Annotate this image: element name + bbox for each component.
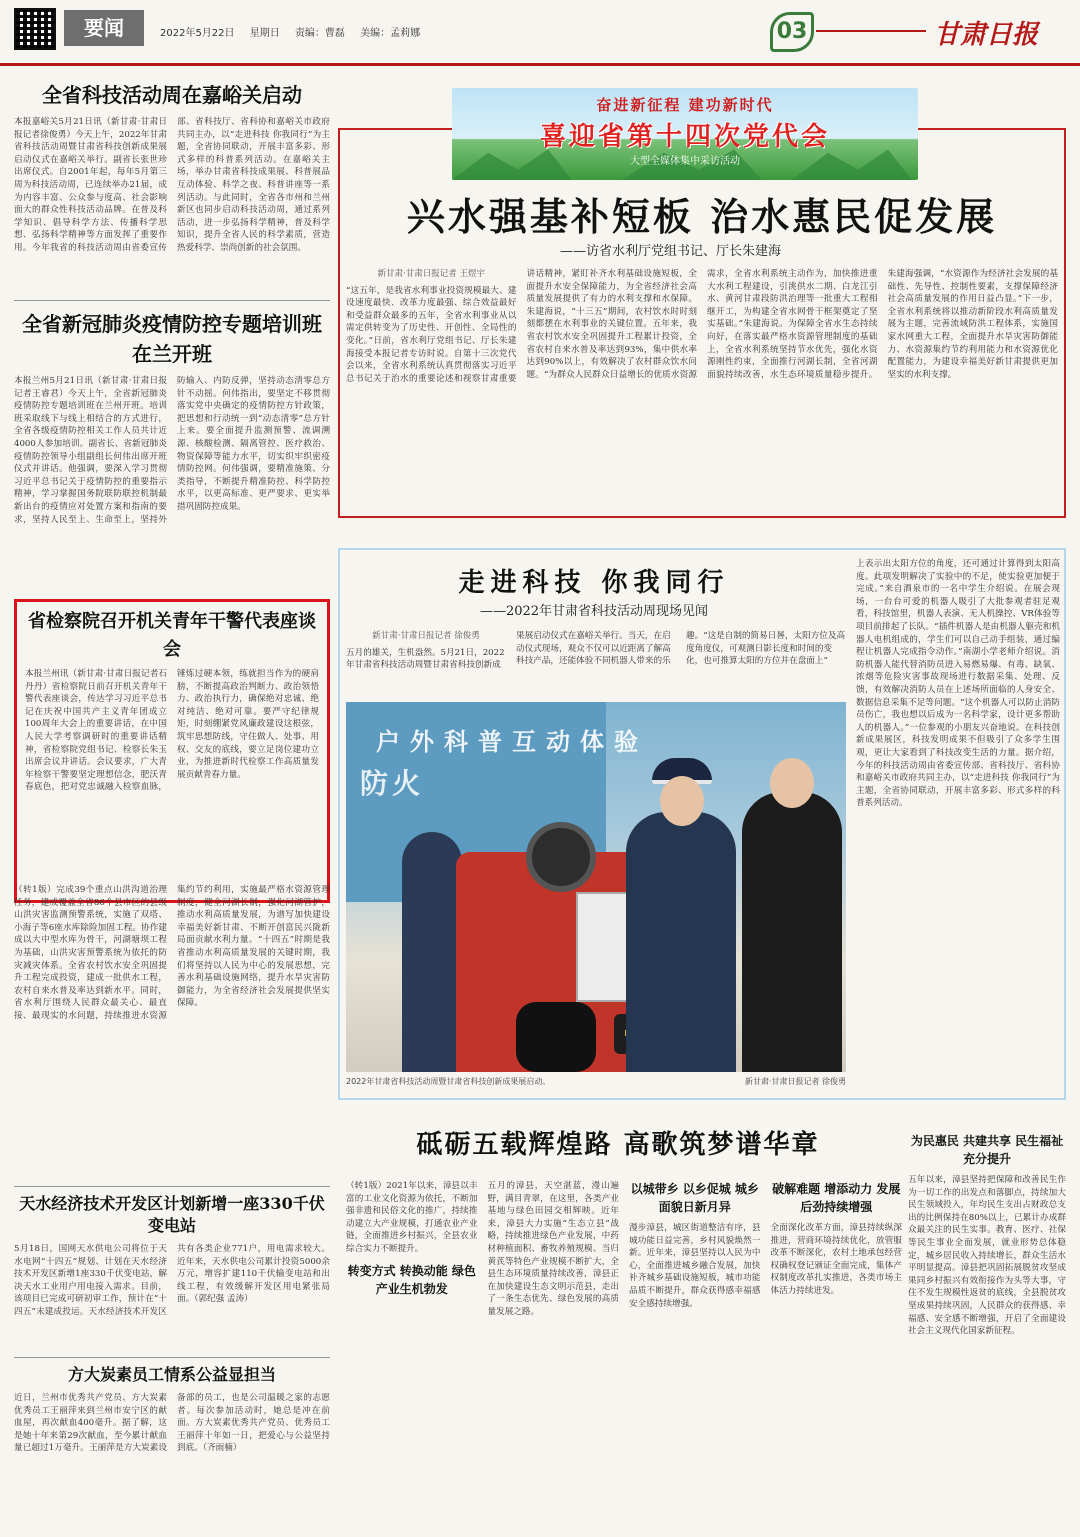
newspaper-logo: 甘肃日报 bbox=[934, 20, 1039, 50]
banner-subtitle: 大型全媒体集中采访活动 bbox=[630, 156, 740, 167]
story2-headline[interactable]: 全省新冠肺炎疫情防控专题培训班在兰开班 bbox=[22, 312, 322, 366]
campaign-banner[interactable] bbox=[452, 88, 918, 180]
lower-subhead-2: 以城带乡 以乡促城 城乡面貌日新月异 bbox=[630, 1182, 759, 1214]
editor-credit: 责编：曹磊 bbox=[294, 28, 345, 39]
masthead-meta bbox=[160, 24, 432, 39]
lower-headline[interactable]: 砥砺五载辉煌路 高歌筑梦谱华章 bbox=[416, 1130, 820, 1160]
water-continuation: （转1版）完成39个重点山洪沟道治理任务，建成覆盖全省86个县市区的县级山洪灾害监测预警系统，实施了双塔、小海子等6座水库除险加固工程。协作建成以大中型水库为骨干，河湖塘坝工程为基础，山洪灾害预警系统为依托的防灾减灾体系。全省农村饮水安全巩固提升工程完成投资，建成一批供水工程，农村自来水普及率达到新水平。同时，省水利厅围绕人民群众最关心、最直接、最现实的水问题，持续推进水资源集约节约利用，实施最严格水资源管理制度，健全河湖长制，强化河湖管护，推动水利高质量发展，为谱写加快建设幸福美好新甘肃、不断开创富民兴陇新局面贡献水利力量。“十四五”时期是我省推动水利高质量发展的关键时期，我们将坚持以人民为中心的发展思想，完善水利基础设施网络，提升水旱灾害防御能力，为全省经济社会发展提供坚实保障。 bbox=[14, 885, 330, 1021]
photo-caption bbox=[346, 1076, 846, 1087]
photo-credit: 新甘肃·甘肃日报记者 徐俊勇 bbox=[744, 1077, 846, 1086]
lower-body-3: 全面深化改革方面，漳县持续纵深推进，营商环境持续优化，放管服改革不断深化，农村土地承包经营权确权登记颁证全面完成，集体产权制度改革扎实推进，各类市场主体活力持续迸发。 bbox=[770, 1223, 902, 1296]
science-byline: 新甘肃·甘肃日报记者 徐俊勇 bbox=[372, 631, 480, 641]
highlighted-story-box bbox=[14, 599, 330, 903]
visitor-face bbox=[770, 758, 814, 808]
photo-wall-sign-2: 防火 bbox=[360, 767, 425, 800]
story4-headline[interactable]: 天水经济技术开发区计划新增一座330千伏变电站 bbox=[19, 1194, 325, 1235]
story1-body: 本报嘉峪关5月21日讯（新甘肃·甘肃日报记者徐俊勇）今天上午，2022年甘肃省科技活动周暨甘肃省科技创新成果展启动仪式在嘉峪关举行。副省长张世珍出席仪式。自2001年起，每年5月第三周为科技活动周，已连续举办21届，成为内容丰富、公众参与度高、社会影响面大的群众性科技活动品牌。在普及科学知识、倡导科学方法、传播科学思想、弘扬科学精神等方面发挥了重要作用。今年我省的科技活动周由省委宣传部、省科技厅、省科协和嘉峪关市政府共同主办，以“走进科技 你我同行”为主题，全省协同联动，开展丰富多彩、形式多样的科普系列活动。在嘉峪关主场，举办甘肃省科技成果展、科普展品互动体验、科学之夜、科普讲座等一系列活动。与此同时，全省各市州和兰州新区也同步启动科技活动周，通过系列活动，进一步弘扬科学精神，普及科学知识，提升全省人民的科学素质，营造热爱科学、崇尚创新的社会氛围。 bbox=[14, 117, 330, 253]
robot-track bbox=[516, 1002, 596, 1072]
science-subheadline: ——2022年甘肃省科技活动周现场见闻 bbox=[479, 604, 709, 619]
story5-body: 近日，兰州市优秀共产党员、方大炭素优秀员工王丽萍来到兰州市安宁区的献血屋，再次献血400毫升。据了解，这是她十年来第29次献血，至今累计献血量已超过1万毫升。王丽萍是方大炭素设备部的员工，也是公司温暖之家的志愿者。每次参加活动时，她总是冲在前面。方大炭素优秀共产党员、优秀员工王丽萍十年如一日，把爱心与公益坚持到底。（齐雨楠） bbox=[14, 1393, 330, 1454]
main-subheadline: ——访省水利厅党组书记、厅长朱建海 bbox=[560, 244, 782, 259]
lower-intro: （转1版）2021年以来，漳县以丰富的工业文化资源为依托，不断加强非遗和民俗文化的推广，持续推动建立大产业规模，打通农业产业链，全面推进乡村振兴，全县农业综合实力不断提升。 bbox=[346, 1181, 478, 1254]
photo-wall-sign: 户外科普互动体验 bbox=[376, 727, 648, 756]
science-intro-text: 五月的雄关，生机盎然。5月21日，2022年甘肃省科技活动周暨甘肃省科技创新成果展启动仪式在嘉峪关举行。当天，在启动仪式现场，观众不仅可以近距离了解高科技产品，还能体验不同机器人带来的乐趣。“这是自制的简易日晷，太阳方位及高度角度仪，可观测日影长度和时间的变化，也可推算太阳的方位并在盘面上” bbox=[346, 631, 846, 671]
main-headline[interactable]: 兴水强基补短板 治水惠民促发展 bbox=[406, 194, 998, 239]
qr-code-icon[interactable] bbox=[14, 8, 56, 50]
divider bbox=[14, 1357, 330, 1358]
science-headline[interactable]: 走进科技 你我同行 bbox=[458, 568, 730, 598]
story3-headline[interactable]: 省检察院召开机关青年干警代表座谈会 bbox=[28, 611, 316, 660]
divider bbox=[14, 1186, 330, 1187]
banner-slogan: 奋进新征程 建功新时代 bbox=[596, 96, 774, 114]
lower-subhead-1: 转变方式 转换动能 绿色产业生机勃发 bbox=[347, 1263, 476, 1296]
left-lower-stories bbox=[14, 1180, 330, 1530]
story3-body: 本报兰州讯（新甘肃·甘肃日报记者石丹丹）省检察院日前召开机关青年干警代表座谈会，传达学习习近平总书记在庆祝中国共产主义青年团成立100周年大会上的重要讲话，在中国人民大学考察调研时的重要讲话精神，省检察院党组书记、检察长朱玉出席会议并讲话。会议要求，广大青年检察干警要坚定理想信念，肥沃青春底色，把对党忠诚融入检察血脉，锤炼过硬本领，练就担当作为的硬肩膀，不断提高政治判断力、政治领悟力、政治执行力，确保绝对忠诚、绝对纯洁、绝对可靠。要严守纪律规矩，时刻绷紧党风廉政建设这根弦，筑牢思想防线，守住做人、处事、用权、交友的底线，要立足岗位建功立业，为推进新时代检察工作高质量发展贡献青春力量。 bbox=[25, 669, 319, 793]
robot-nozzle bbox=[526, 822, 596, 892]
science-intro bbox=[346, 630, 846, 700]
person-figure bbox=[402, 832, 462, 1072]
story1-headline[interactable]: 全省科技活动周在嘉峪关启动 bbox=[42, 83, 302, 107]
lower-subhead-3: 破解难题 增添动力 发展后劲持续增强 bbox=[772, 1182, 901, 1214]
lower-right-body: 五年以来，漳县坚持把保障和改善民生作为一切工作的出发点和落脚点，持续加大民生领域投入，年均民生支出占财政总支出的比例保持在80%以上，已累计办成群众最关注的民生实事。教育、医疗、社保等民生事业全面发展，就业形势总体稳定，城乡居民收入持续增长，群众生活水平明显提高。漳县把巩固拓展脱贫攻坚成果同乡村振兴有效衔接作为头等大事，守住不发生规模性返贫的底线，全县脱贫攻坚成果持续巩固，人民群众的获得感、幸福感、安全感不断增强，开启了全面建设社会主义现代化国家新征程。 bbox=[908, 1175, 1066, 1337]
lower-right-column bbox=[908, 1132, 1066, 1530]
visitor-figure bbox=[742, 792, 842, 1072]
lower-body-1: 五月的漳县，天空湛蓝，漫山遍野，满目青翠，在这里，各类产业基地与绿色田园交相辉映。近年来，漳县大力实施“生态立县”战略，持续推进绿色产业发展，中药材种植面积、畜牧养殖规模、当归黄芪等特色产业规模不断扩大，全县生态环境质量持续改善，漳县正在加快建设生态文明示范县，走出了一条生态优先、绿色发展的高质量发展之路。 bbox=[487, 1181, 619, 1317]
masthead-rule bbox=[816, 30, 926, 32]
news-photo[interactable] bbox=[346, 702, 846, 1072]
story2-body: 本报兰州5月21日讯（新甘肃·甘肃日报记者王睿君）今天上午，全省新冠肺炎疫情防控专题培训班在兰州开班。培训班采取线下与线上相结合的方式进行，全省各级疫情防控相关工作人员共计近4000人参加培训。副省长、省新冠肺炎疫情防控领导小组副组长何伟出席开班仪式并讲话。他强调，要深入学习贯彻习近平总书记关于疫情防控的重要指示精神，学习掌握国务院联防联控机制最新出台的疫情应对处置方案和指南的要求，坚持人民至上、生命至上，坚持外防输入、内防反弹，坚持动态清零总方针不动摇。何伟指出，要坚定不移贯彻落实党中央确定的疫情防控方针政策，把思想和行动统一到“动态清零”总方针上来。要全面提升监测预警、流调溯源、核酸检测、隔离管控、医疗救治、物资保障等能力水平，切实织牢织密疫情防控网。何伟强调，要精准施策、分类指导，不断提升精准防控、科学防控水平，以更高标准、更严要求、更实举措巩固防控成果。 bbox=[14, 376, 330, 525]
left-column bbox=[14, 72, 330, 903]
officer-face bbox=[660, 776, 704, 826]
caption-text: 2022年甘肃省科技活动周暨甘肃省科技创新成果展启动。 bbox=[346, 1077, 551, 1086]
science-body-right: 上表示出太阳方位的角度，还可通过计算得到太阳高度。此项发明解决了实验中的不足，使实验更加便于完成。”来自酒泉市的一名中学生介绍说。在展会现场，一台台可爱的机器人吸引了大批参观者驻足观看，科技馆里，机器人表演、无人机操控、VR体验等项目前排起了长队。“插件机器人是由机器人躯壳和机器人电机组成的，学生们可以自己动手组装，通过编程让机器人完成指令动作。”南湖小学老师介绍说。消防机器人能代替消防员进入易燃易爆、有毒、缺氧、浓烟等危险灾害事故现场进行数据采集、处理、反馈，有效解决消防人员在上述场所面临的人身安全、数据信息采集不足等问题。“这个机器人可以防止消防员伤亡，我也想以后成为一名科学家，设计更多帮助人的机器人。”一位参观的小朋友兴奋地说。在科技创新成果展区，科技发明成果不但吸引了众多学生围观，更让大家看到了科技改变生活的力量。据介绍，今年的科技活动周由省委宣传部、省科技厅、省科协和嘉峪关市政府共同主办，以“走进科技 你我同行”为主题，全省协同联动，开展丰富多彩、形式多样的科普系列活动。 bbox=[856, 559, 1060, 809]
issue-date: 2022年5月22日 bbox=[160, 28, 235, 39]
issue-weekday: 星期日 bbox=[249, 28, 280, 39]
banner-title: 喜迎省第十四次党代会 bbox=[539, 122, 830, 152]
designer-credit: 美编：孟莉娜 bbox=[360, 28, 421, 39]
page-number: 03 bbox=[770, 12, 814, 52]
section-tag: 要闻 bbox=[64, 10, 144, 46]
divider bbox=[14, 300, 330, 301]
main-story-body bbox=[346, 268, 1058, 510]
masthead bbox=[0, 0, 1080, 66]
main-body-text: “这五年，是我省水利事业投资规模最大、建设速度最快、改革力度最强、综合效益最好和受益群众最多的五年，全省水利事业从以需定供转变为了历史性、开创性、全局性的变化。”日前，省水利厅党组书记、厅长朱建海接受本报记者专访时说。自第十三次党代会以来，全省水利系统认真贯彻落实习近平总书记关于治水的重要论述和视察甘肃重要讲话精神，紧盯补齐水利基础设施短板，全面提升水安全保障能力，为全省经济社会高质量发展提供了有力的水利支撑和水保障。朱建海说，“十三五”期间，农村饮水时时刻刻都摆在水利事业的关键位置。五年来，我省农村饮水安全巩固提升工程累计投资，全省农村自来水普及率达到93%，集中供水率达到90%以上，有效解决了农村群众饮水问题。“为群众人民群众日益增长的优质水资源需求，全省水利系统主动作为，加快推进重大水利工程建设，引洮供水二期、白龙江引水、黄河甘肃段防洪治理等一批重大工程相继开工，为构建全省水网骨干框架奠定了坚实基础。”朱建海说。为保障全省水生态持续向好，在落实最严格水资源管理制度的基础上，全省水利系统坚持节水优先，强化水资源刚性约束，全面推行河湖长制，全省河湖面貌持续改善，水生态环境质量稳步提升。朱建海强调，“水资源作为经济社会发展的基础性、先导性、控制性要素，支撑保障经济社会高质量发展的作用日益凸显。”下一步，全省水利系统将以推动新阶段水利高质量发展为主题，完善流域防洪工程体系，实施国家水网重大工程，全面提升水旱灾害防御能力、水资源集约节约利用能力和水资源优化配置能力，为建设幸福美好新甘肃提供更加坚实的水利支撑。 bbox=[346, 269, 1058, 384]
story5-headline[interactable]: 方大炭素员工情系公益显担当 bbox=[67, 1365, 276, 1384]
main-byline: 新甘肃·甘肃日报记者 王煜宇 bbox=[377, 269, 485, 279]
officer-figure bbox=[626, 812, 736, 1072]
lower-right-subhead: 为民惠民 共建共享 民生福祉充分提升 bbox=[910, 1134, 1064, 1166]
lower-story-body bbox=[346, 1180, 902, 1530]
lower-body-2: 漫步漳县，城区街道整洁有序，县城功能日益完善，乡村风貌焕然一新。近年来，漳县坚持以人民为中心，全面推进城乡融合发展，加快补齐城乡基础设施短板，城市功能品质不断提升，群众获得感幸福感安全感持续增强。 bbox=[629, 1223, 761, 1309]
story4-body: 5月18日，国网天水供电公司将位于天水电网“十四五”规划、计划在天水经济技术开发区新增1座330千伏变电站，解决天水工业用户用电接入需求。目前，该项目已完成可研初审工作，预计在“十四五”末建成投运。天水经济技术开发区共有各类企业771户，用电需求较大。近年来，天水供电公司累计投资5000余万元，增容扩建110千伏输变电站和出线工程，有效缓解开发区用电紧张局面。（郭纪强 孟涛） bbox=[14, 1244, 330, 1317]
